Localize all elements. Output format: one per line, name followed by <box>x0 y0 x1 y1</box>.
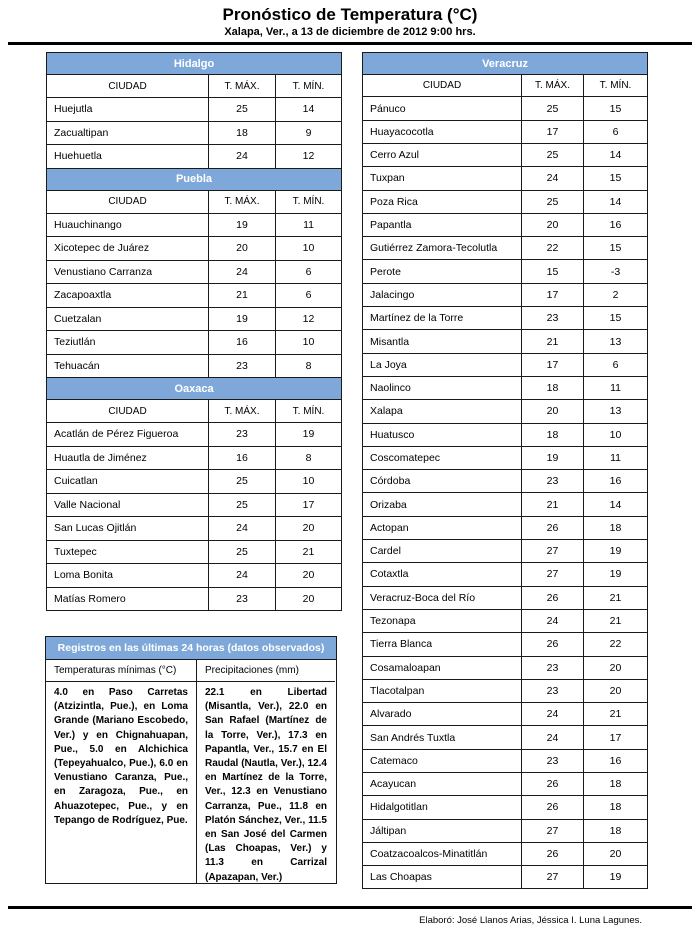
min-column-header: T. MÍN. <box>276 190 342 213</box>
city-cell: Acayucan <box>363 773 522 796</box>
table-row <box>47 284 342 308</box>
table-row <box>363 842 648 865</box>
min-temp-cell: 18 <box>584 819 648 842</box>
region-header-row <box>47 53 342 75</box>
min-temperatures-column <box>46 660 197 884</box>
min-temp-cell: 13 <box>584 330 648 353</box>
table-row <box>47 260 342 284</box>
min-temp-cell: 16 <box>584 749 648 772</box>
city-cell: Alvarado <box>363 703 522 726</box>
table-row <box>47 564 342 588</box>
min-temp-cell: 22 <box>584 633 648 656</box>
min-temperatures-text: 4.0 en Paso Carretas (Atzizintla, Pue.), en Loma Grande (Mariano Escobedo, Ver.) y en Chignahuapan, Pue., 5.0 en Alchichica (Tepeyahualco, Pue.), 6.0 en Venustiano Caranza, Pue., en Zaragoza, Pue., en Ahuazotepec, Pue., y en Tepango de Rodríguez, Pue. <box>54 687 188 826</box>
city-cell: Coscomatepec <box>363 446 522 469</box>
min-temp-cell: 15 <box>584 237 648 260</box>
city-cell: San Lucas Ojitlán <box>47 517 209 541</box>
city-cell: Orizaba <box>363 493 522 516</box>
min-temp-cell: 18 <box>584 796 648 819</box>
table-row <box>363 237 648 260</box>
max-temp-cell: 21 <box>522 330 584 353</box>
table-row <box>363 330 648 353</box>
region-header-row <box>47 168 342 190</box>
city-column-header: CIUDAD <box>47 400 209 423</box>
min-temp-cell: 20 <box>584 842 648 865</box>
city-cell: Tuxtepec <box>47 540 209 564</box>
table-row <box>47 540 342 564</box>
min-temp-cell: 15 <box>584 167 648 190</box>
table-row <box>47 145 342 169</box>
credits: Elaboró: José Llanos Arias, Jéssica I. Luna Lagunes. <box>419 915 642 926</box>
max-temp-cell: 27 <box>522 563 584 586</box>
max-temp-cell: 25 <box>522 143 584 166</box>
veracruz-forecast-table <box>362 52 648 889</box>
table-row <box>47 121 342 145</box>
min-column-header: T. MÍN. <box>276 75 342 98</box>
min-temp-cell: 10 <box>276 237 342 261</box>
min-temp-cell: 2 <box>584 283 648 306</box>
city-cell: Papantla <box>363 213 522 236</box>
city-cell: Cerro Azul <box>363 143 522 166</box>
table-row <box>47 98 342 122</box>
min-temp-cell: 17 <box>276 493 342 517</box>
city-cell: Naolinco <box>363 376 522 399</box>
min-temp-cell: 12 <box>276 145 342 169</box>
min-temp-cell: 16 <box>584 213 648 236</box>
max-temp-cell: 27 <box>522 819 584 842</box>
table-row <box>47 354 342 378</box>
city-cell: Cuicatlan <box>47 470 209 494</box>
max-temp-cell: 23 <box>209 423 276 447</box>
max-column-header: T. MÁX. <box>209 190 276 213</box>
min-temp-cell: 15 <box>584 307 648 330</box>
city-cell: Acatlán de Pérez Figueroa <box>47 423 209 447</box>
table-row <box>363 423 648 446</box>
precipitation-column <box>197 660 335 884</box>
min-temp-cell: 14 <box>584 143 648 166</box>
city-cell: Teziutlán <box>47 331 209 355</box>
min-temperatures-header: Temperaturas mínimas (°C) <box>46 660 196 682</box>
min-temp-cell: 21 <box>584 586 648 609</box>
city-cell: Hidalgotitlan <box>363 796 522 819</box>
max-temp-cell: 16 <box>209 331 276 355</box>
max-temp-cell: 24 <box>522 726 584 749</box>
table-row <box>363 167 648 190</box>
table-row <box>363 586 648 609</box>
bottom-divider <box>8 906 692 909</box>
table-row <box>363 446 648 469</box>
min-temp-cell: 19 <box>584 563 648 586</box>
region-name-veracruz: Veracruz <box>363 53 648 75</box>
min-temp-cell: 20 <box>584 656 648 679</box>
min-temp-cell: 21 <box>584 609 648 632</box>
min-column-header: T. MÍN. <box>584 75 648 97</box>
page-subtitle: Xalapa, Ver., a 13 de diciembre de 2012 9:00 hrs. <box>224 26 476 38</box>
table-row <box>363 493 648 516</box>
max-column-header: T. MÁX. <box>522 75 584 97</box>
table-row <box>363 260 648 283</box>
table-row <box>47 470 342 494</box>
table-row <box>363 120 648 143</box>
city-cell: Tlacotalpan <box>363 679 522 702</box>
max-temp-cell: 25 <box>209 540 276 564</box>
city-cell: Huauchinango <box>47 213 209 237</box>
city-cell: Huehuetla <box>47 145 209 169</box>
min-temp-cell: 21 <box>276 540 342 564</box>
table-row <box>363 97 648 120</box>
max-temp-cell: 26 <box>522 773 584 796</box>
city-cell: Jáltipan <box>363 819 522 842</box>
max-temp-cell: 26 <box>522 586 584 609</box>
min-temp-cell: 10 <box>276 470 342 494</box>
min-temp-cell: 19 <box>276 423 342 447</box>
max-temp-cell: 27 <box>522 540 584 563</box>
table-row <box>363 609 648 632</box>
max-temp-cell: 25 <box>522 97 584 120</box>
column-header-row <box>47 190 342 213</box>
city-column-header: CIUDAD <box>47 190 209 213</box>
min-column-header: T. MÍN. <box>276 400 342 423</box>
min-temp-cell: 8 <box>276 354 342 378</box>
table-row <box>363 540 648 563</box>
max-temp-cell: 23 <box>209 354 276 378</box>
max-column-header: T. MÁX. <box>209 75 276 98</box>
table-row <box>363 307 648 330</box>
city-cell: Valle Nacional <box>47 493 209 517</box>
max-temp-cell: 20 <box>209 237 276 261</box>
table-row <box>363 190 648 213</box>
city-cell: Coatzacoalcos-Minatitlán <box>363 842 522 865</box>
column-header-row <box>47 400 342 423</box>
region-name-hidalgo: Hidalgo <box>47 53 342 75</box>
min-temp-cell: 11 <box>584 446 648 469</box>
city-cell: Perote <box>363 260 522 283</box>
max-temp-cell: 26 <box>522 796 584 819</box>
max-temp-cell: 26 <box>522 516 584 539</box>
max-temp-cell: 26 <box>522 633 584 656</box>
max-temp-cell: 23 <box>522 656 584 679</box>
table-row <box>363 353 648 376</box>
table-row <box>363 633 648 656</box>
table-row <box>363 749 648 772</box>
max-temp-cell: 19 <box>522 446 584 469</box>
max-temp-cell: 16 <box>209 446 276 470</box>
max-temp-cell: 24 <box>209 260 276 284</box>
min-temp-cell: 20 <box>584 679 648 702</box>
table-row <box>363 819 648 842</box>
precipitation-header: Precipitaciones (mm) <box>197 660 335 682</box>
table-row <box>363 773 648 796</box>
city-cell: Zacualtipan <box>47 121 209 145</box>
city-cell: Jalacingo <box>363 283 522 306</box>
city-cell: Actopan <box>363 516 522 539</box>
region-name-oaxaca: Oaxaca <box>47 378 342 400</box>
top-divider <box>8 42 692 45</box>
max-temp-cell: 25 <box>209 98 276 122</box>
min-temp-cell: 17 <box>584 726 648 749</box>
table-row <box>363 143 648 166</box>
column-header-row <box>363 75 648 97</box>
table-row <box>47 213 342 237</box>
max-temp-cell: 21 <box>209 284 276 308</box>
max-temp-cell: 24 <box>209 517 276 541</box>
table-row <box>363 470 648 493</box>
city-cell: La Joya <box>363 353 522 376</box>
min-temp-cell: 13 <box>584 400 648 423</box>
column-header-row <box>47 75 342 98</box>
city-cell: Córdoba <box>363 470 522 493</box>
city-cell: Cardel <box>363 540 522 563</box>
table-row <box>363 656 648 679</box>
table-row <box>47 307 342 331</box>
table-row <box>363 726 648 749</box>
min-temp-cell: 15 <box>584 97 648 120</box>
city-cell: Tehuacán <box>47 354 209 378</box>
max-temp-cell: 25 <box>209 470 276 494</box>
min-temp-cell: 18 <box>584 773 648 796</box>
city-cell: Xalapa <box>363 400 522 423</box>
min-temp-cell: 9 <box>276 121 342 145</box>
max-temp-cell: 17 <box>522 283 584 306</box>
max-column-header: T. MÁX. <box>209 400 276 423</box>
max-temp-cell: 23 <box>522 307 584 330</box>
max-temp-cell: 25 <box>522 190 584 213</box>
max-temp-cell: 20 <box>522 400 584 423</box>
table-row <box>47 493 342 517</box>
max-temp-cell: 18 <box>209 121 276 145</box>
min-temp-cell: 10 <box>584 423 648 446</box>
max-temp-cell: 27 <box>522 866 584 889</box>
page-title: Pronóstico de Temperatura (°C) <box>222 5 478 24</box>
table-row <box>47 237 342 261</box>
table-row <box>47 446 342 470</box>
city-cell: San Andrés Tuxtla <box>363 726 522 749</box>
city-cell: Martínez de la Torre <box>363 307 522 330</box>
min-temp-cell: 6 <box>584 353 648 376</box>
min-temp-cell: 11 <box>276 213 342 237</box>
table-row <box>363 563 648 586</box>
city-cell: Xicotepec de Juárez <box>47 237 209 261</box>
min-temp-cell: 6 <box>584 120 648 143</box>
city-cell: Matías Romero <box>47 587 209 611</box>
table-row <box>47 587 342 611</box>
max-temp-cell: 19 <box>209 213 276 237</box>
min-temp-cell: 14 <box>584 190 648 213</box>
observed-records-box <box>45 636 337 884</box>
city-cell: Zacapoaxtla <box>47 284 209 308</box>
max-temp-cell: 23 <box>522 749 584 772</box>
max-temp-cell: 22 <box>522 237 584 260</box>
city-cell: Misantla <box>363 330 522 353</box>
max-temp-cell: 24 <box>209 564 276 588</box>
max-temp-cell: 24 <box>209 145 276 169</box>
max-temp-cell: 23 <box>522 470 584 493</box>
min-temp-cell: 19 <box>584 866 648 889</box>
city-cell: Las Choapas <box>363 866 522 889</box>
city-cell: Tezonapa <box>363 609 522 632</box>
max-temp-cell: 26 <box>522 842 584 865</box>
city-cell: Poza Rica <box>363 190 522 213</box>
min-temp-cell: 14 <box>276 98 342 122</box>
table-row <box>47 517 342 541</box>
max-temp-cell: 18 <box>522 376 584 399</box>
max-temp-cell: 15 <box>522 260 584 283</box>
city-column-header: CIUDAD <box>47 75 209 98</box>
city-column-header: CIUDAD <box>363 75 522 97</box>
table-row <box>363 679 648 702</box>
table-row <box>363 703 648 726</box>
min-temp-cell: 20 <box>276 517 342 541</box>
max-temp-cell: 21 <box>522 493 584 516</box>
max-temp-cell: 25 <box>209 493 276 517</box>
city-cell: Loma Bonita <box>47 564 209 588</box>
city-cell: Venustiano Carranza <box>47 260 209 284</box>
table-row <box>363 400 648 423</box>
city-cell: Cotaxtla <box>363 563 522 586</box>
min-temp-cell: 12 <box>276 307 342 331</box>
city-cell: Gutiérrez Zamora-Tecolutla <box>363 237 522 260</box>
min-temp-cell: 6 <box>276 284 342 308</box>
table-row <box>47 331 342 355</box>
table-row <box>363 866 648 889</box>
city-cell: Huatusco <box>363 423 522 446</box>
city-cell: Veracruz-Boca del Río <box>363 586 522 609</box>
max-temp-cell: 24 <box>522 703 584 726</box>
max-temp-cell: 19 <box>209 307 276 331</box>
min-temp-cell: 21 <box>584 703 648 726</box>
observed-records-title: Registros en las últimas 24 horas (datos observados) <box>46 637 336 660</box>
min-temp-cell: 14 <box>584 493 648 516</box>
max-temp-cell: 24 <box>522 167 584 190</box>
max-temp-cell: 23 <box>522 679 584 702</box>
max-temp-cell: 17 <box>522 120 584 143</box>
table-row <box>363 796 648 819</box>
city-cell: Cosamaloapan <box>363 656 522 679</box>
table-row <box>363 213 648 236</box>
max-temp-cell: 17 <box>522 353 584 376</box>
min-temp-cell: 10 <box>276 331 342 355</box>
city-cell: Huautla de Jiménez <box>47 446 209 470</box>
min-temp-cell: 18 <box>584 516 648 539</box>
table-row <box>363 376 648 399</box>
city-cell: Huejutla <box>47 98 209 122</box>
precipitation-text: 22.1 en Libertad (Misantla, Ver.), 22.0 en San Rafael (Martínez de la Torre, Ver.), 17.3 en Papantla, Ver., 15.7 en El Raudal (Nautla, Ver.), 12.4 en Martínez de la Torre, Ver., 12.3 en Venustiano Carranza, Pue., 11.8 en Platón Sánchez, Ver., 11.5 en San José del Carmen (Las Choapas, Ver.) y 11.3 en Carrizal (Apazapan, Ver.) <box>205 687 327 883</box>
min-temp-cell: 6 <box>276 260 342 284</box>
min-temp-cell: 8 <box>276 446 342 470</box>
table-row <box>47 423 342 447</box>
table-row <box>363 283 648 306</box>
table-row <box>363 516 648 539</box>
max-temp-cell: 20 <box>522 213 584 236</box>
city-cell: Catemaco <box>363 749 522 772</box>
min-temp-cell: 16 <box>584 470 648 493</box>
max-temp-cell: 18 <box>522 423 584 446</box>
city-cell: Huayacocotla <box>363 120 522 143</box>
city-cell: Tuxpan <box>363 167 522 190</box>
city-cell: Tierra Blanca <box>363 633 522 656</box>
min-temp-cell: 20 <box>276 587 342 611</box>
max-temp-cell: 23 <box>209 587 276 611</box>
city-cell: Pánuco <box>363 97 522 120</box>
min-temp-cell: -3 <box>584 260 648 283</box>
max-temp-cell: 24 <box>522 609 584 632</box>
min-temp-cell: 11 <box>584 376 648 399</box>
region-header-row <box>47 378 342 400</box>
region-header-row <box>363 53 648 75</box>
city-cell: Cuetzalan <box>47 307 209 331</box>
min-temp-cell: 19 <box>584 540 648 563</box>
min-temp-cell: 20 <box>276 564 342 588</box>
region-name-puebla: Puebla <box>47 168 342 190</box>
left-forecast-table <box>46 52 342 611</box>
